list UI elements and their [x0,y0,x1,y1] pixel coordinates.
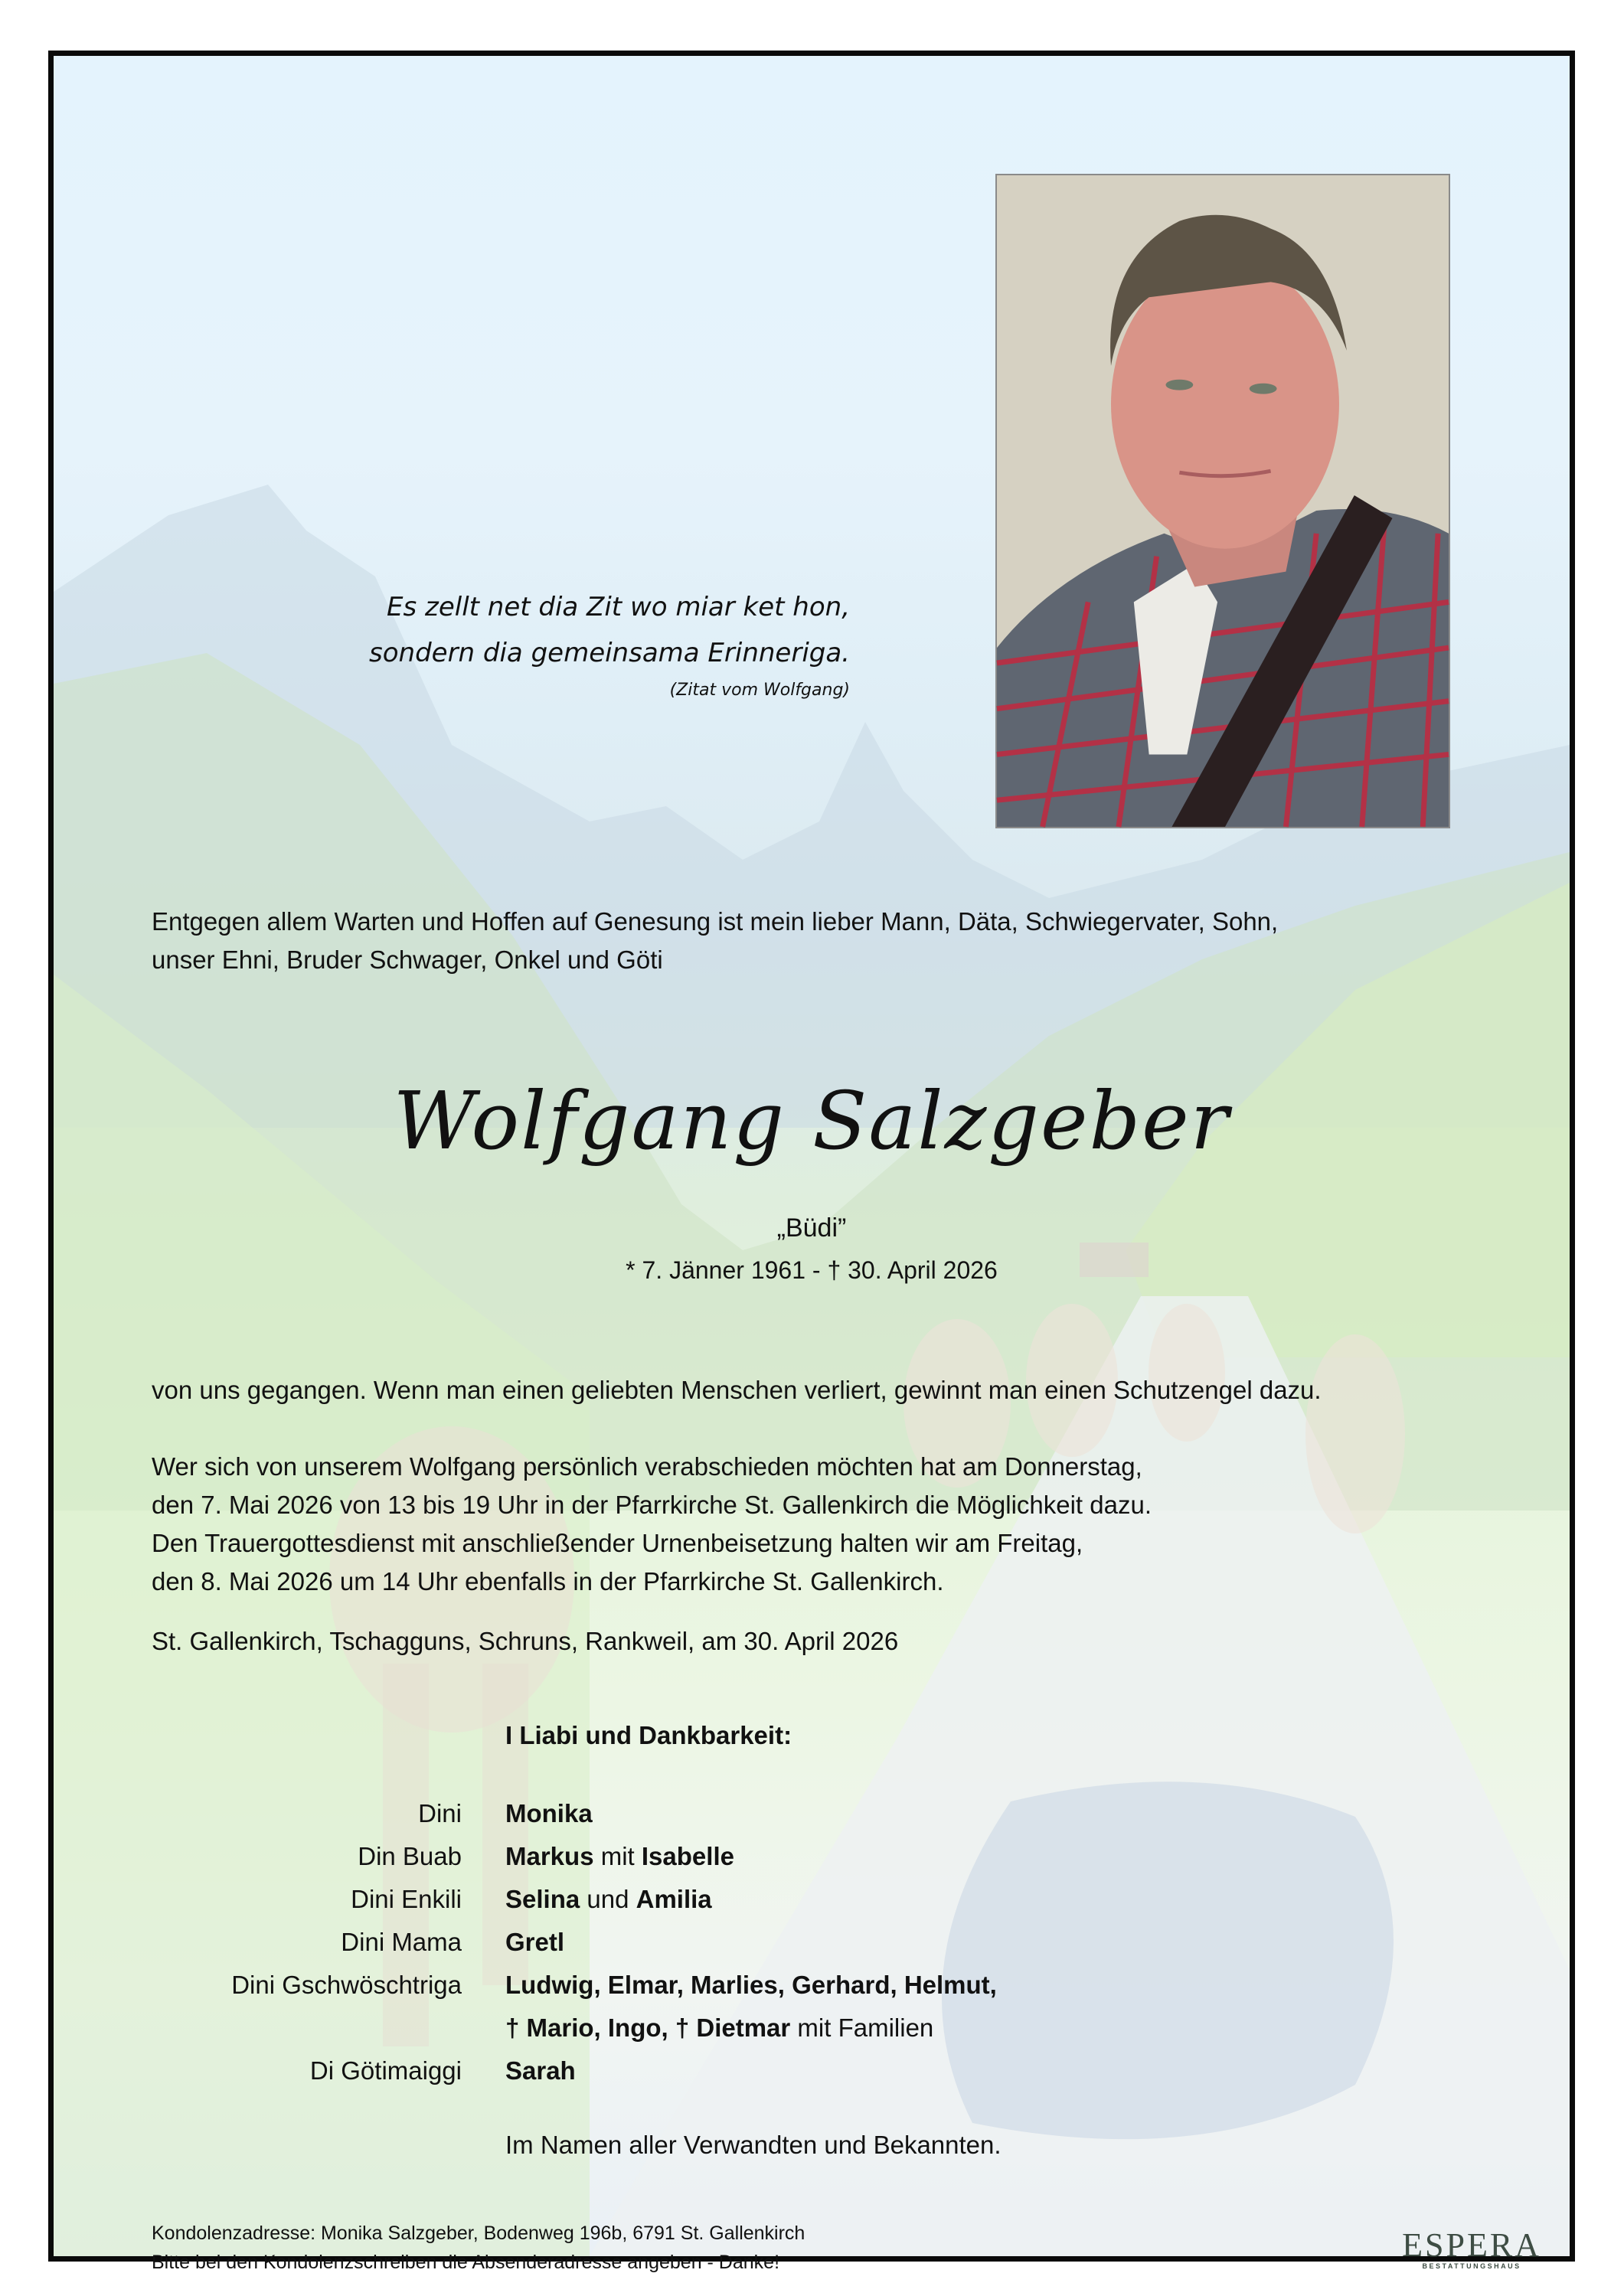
intro-line-2: unser Ehni, Bruder Schwager, Onkel und Göti [152,946,663,974]
logo-subtitle: BESTATTUNGSHAUS [1422,2262,1521,2270]
relative-names [505,1799,593,1828]
relative-label: Di Götimaiggi [309,2056,462,2085]
logo-brand: ESPERA [1402,2226,1541,2264]
service-info [152,1448,1530,1601]
relative-row [152,1835,997,1878]
closing-line: Im Namen aller Verwandten und Bekannten. [505,2131,1002,2159]
condolence-note: Bitte bei den Kondolenzschreiben die Absenderadresse angeben - Danke! [152,2252,780,2273]
quote-block [369,584,850,704]
relative-label: Dini Enkili [351,1885,462,1913]
relative-row [152,1878,997,1921]
connector-text: mit [593,1842,642,1870]
thanks-heading: I Liabi und Dankbarkeit: [505,1721,792,1749]
relative-name: Amilia [636,1885,712,1913]
relative-name: Isabelle [641,1842,734,1870]
relative-label: Dini [418,1799,462,1827]
relative-names [505,1971,997,2000]
relative-names [505,2013,933,2043]
relative-label: Dini Gschwöschtriga [231,1971,462,1999]
relative-names [505,1885,712,1914]
service-info-line-1: Wer sich von unserem Wolfgang persönlich verabschieden möchten hat am Donnerstag, [152,1452,1142,1481]
life-dates: * 7. Jänner 1961 - † 30. April 2026 [626,1256,998,1284]
relative-names [505,1928,564,1957]
relative-name: Markus [505,1842,594,1870]
relative-name: Gretl [505,1928,565,1956]
relative-row [152,2007,997,2049]
service-info-line-3: Den Trauergottesdienst mit anschließender Urnenbeisetzung halten wir am Freitag, [152,1529,1083,1557]
relative-name: Monika [505,1799,593,1827]
quote-line-2: sondern dia gemeinsama Erinneriga. [369,638,850,668]
quote-line-1: Es zellt net dia Zit wo miar ket hon, [386,592,850,622]
relative-row [152,1921,997,1964]
relative-name: Sarah [505,2056,576,2085]
relative-names [505,2056,576,2085]
funeral-home-logo [1402,2226,1541,2270]
condolence-footer [152,2219,805,2277]
connector-text: und [580,1885,636,1913]
relative-names [505,1842,734,1871]
place-and-date: St. Gallenkirch, Tschagguns, Schruns, Rankweil, am 30. April 2026 [152,1627,899,1655]
relative-name: Ludwig, Elmar, Marlies, Gerhard, Helmut, [505,1971,997,1999]
passing-statement: von uns gegangen. Wenn man einen geliebten Menschen verliert, gewinnt man einen Schutzengel dazu. [152,1376,1322,1404]
relative-name: † Mario, Ingo, † Dietmar [505,2013,791,2042]
intro-line-1: Entgegen allem Warten und Hoffen auf Genesung ist mein lieber Mann, Däta, Schwiegervater, Sohn, [152,907,1279,936]
condolence-address: Kondolenzadresse: Monika Salzgeber, Bodenweg 196b, 6791 St. Gallenkirch [152,2223,805,2244]
intro-paragraph [152,903,1530,979]
relative-label: Din Buab [358,1842,462,1870]
relatives-list [152,1792,997,2092]
relative-name: Selina [505,1885,580,1913]
deceased-nickname: „Büdi” [776,1213,847,1243]
service-info-line-4: den 8. Mai 2026 um 14 Uhr ebenfalls in der Pfarrkirche St. Gallenkirch. [152,1567,944,1595]
obituary-card [48,51,1575,2273]
quote-citation: (Zitat vom Wolfgang) [669,681,850,700]
relative-row [152,2049,997,2092]
deceased-name: Wolfgang Salzgeber [393,1074,1230,1168]
service-info-line-2: den 7. Mai 2026 von 13 bis 19 Uhr in der Pfarrkirche St. Gallenkirch die Möglichkeit dazu. [152,1491,1152,1519]
relative-row [152,1964,997,2007]
relative-row [152,1792,997,1835]
relative-label: Dini Mama [341,1928,462,1956]
connector-text: mit Familien [790,2013,934,2042]
portrait-photo [995,174,1450,828]
